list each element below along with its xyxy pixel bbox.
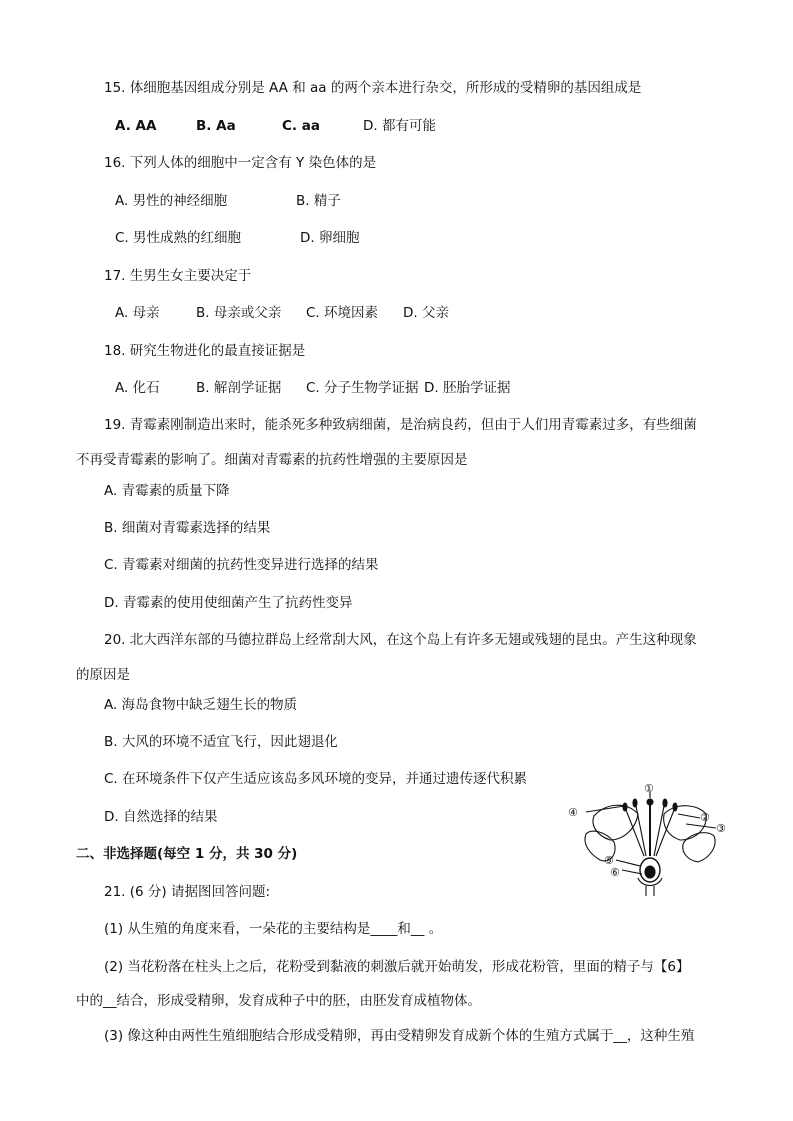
q19-option-d: D. 青霉素的使用使细菌产生了抗药性变异	[104, 595, 353, 611]
q18-stem: 18. 研究生物进化的最直接证据是	[104, 343, 306, 359]
q15-option-d: D. 都有可能	[363, 118, 436, 134]
q15-stem: 15. 体细胞基因组成分别是 AA 和 aa 的两个亲本进行杂交，所形成的受精卵的基因组成是	[104, 80, 642, 96]
q21-part2-line2: 中的__结合，形成受精卵，发育成种子中的胚，由胚发育成植物体。	[76, 993, 481, 1009]
q18-option-c: C. 分子生物学证据	[306, 380, 419, 396]
q19-option-b: B. 细菌对青霉素选择的结果	[104, 520, 271, 536]
q20-stem-line2: 的原因是	[76, 667, 130, 683]
q16-option-c: C. 男性成熟的红细胞	[115, 230, 242, 246]
label-5: ⑤	[604, 854, 614, 867]
q17-option-b: B. 母亲或父亲	[196, 305, 282, 321]
q19-option-a: A. 青霉素的质量下降	[104, 483, 230, 499]
q21-part1: (1) 从生殖的角度来看，一朵花的主要结构是____和__ 。	[104, 921, 443, 937]
q20-stem-line1: 20. 北大西洋东部的马德拉群岛上经常刮大风，在这个岛上有许多无翅或残翅的昆虫。产生这种现象	[104, 632, 697, 648]
section-heading: 二、非选择题(每空 1 分，共 30 分)	[76, 846, 298, 862]
flower-diagram	[566, 784, 738, 896]
q16-option-b: B. 精子	[296, 193, 341, 209]
q18-option-b: B. 解剖学证据	[196, 380, 282, 396]
q15-option-a: A. AA	[115, 118, 157, 134]
q18-option-a: A. 化石	[115, 380, 160, 396]
q16-stem: 16. 下列人体的细胞中一定含有 Y 染色体的是	[104, 155, 377, 171]
q15-option-b: B. Aa	[196, 118, 236, 134]
q18-option-d: D. 胚胎学证据	[424, 380, 511, 396]
q21-stem: 21. (6 分) 请据图回答问题:	[104, 884, 271, 900]
label-2: ②	[700, 811, 710, 824]
q19-stem-line2: 不再受青霉素的影响了。细菌对青霉素的抗药性增强的主要原因是	[76, 452, 468, 468]
q19-option-c: C. 青霉素对细菌的抗药性变异进行选择的结果	[104, 557, 379, 573]
q20-option-d: D. 自然选择的结果	[104, 809, 218, 825]
q20-option-c: C. 在环境条件下仅产生适应该岛多风环境的变异，并通过遗传逐代积累	[104, 771, 528, 787]
q21-part3: (3) 像这种由两性生殖细胞结合形成受精卵，再由受精卵发育成新个体的生殖方式属于__，这种生殖	[104, 1028, 695, 1044]
q20-option-a: A. 海岛食物中缺乏翅生长的物质	[104, 697, 298, 713]
label-1: ①	[644, 784, 654, 795]
q16-option-d: D. 卵细胞	[300, 230, 360, 246]
q17-option-a: A. 母亲	[115, 305, 160, 321]
q16-option-a: A. 男性的神经细胞	[115, 193, 228, 209]
q17-option-d: D. 父亲	[403, 305, 449, 321]
q17-stem: 17. 生男生女主要决定于	[104, 268, 252, 284]
q19-stem-line1: 19. 青霉素刚制造出来时，能杀死多种致病细菌，是治病良药，但由于人们用青霉素过多，有些细菌	[104, 417, 697, 433]
q21-part2-line1: (2) 当花粉落在柱头上之后，花粉受到黏液的刺激后就开始萌发，形成花粉管，里面的精子与【6】	[104, 959, 690, 975]
q15-option-c: C. aa	[282, 118, 320, 134]
label-3: ③	[716, 822, 726, 835]
label-4: ④	[568, 806, 578, 819]
lower-right-petal	[683, 833, 715, 862]
q20-option-b: B. 大风的环境不适宜飞行，因此翅退化	[104, 734, 338, 750]
label-6: ⑥	[610, 866, 620, 879]
q17-option-c: C. 环境因素	[306, 305, 379, 321]
